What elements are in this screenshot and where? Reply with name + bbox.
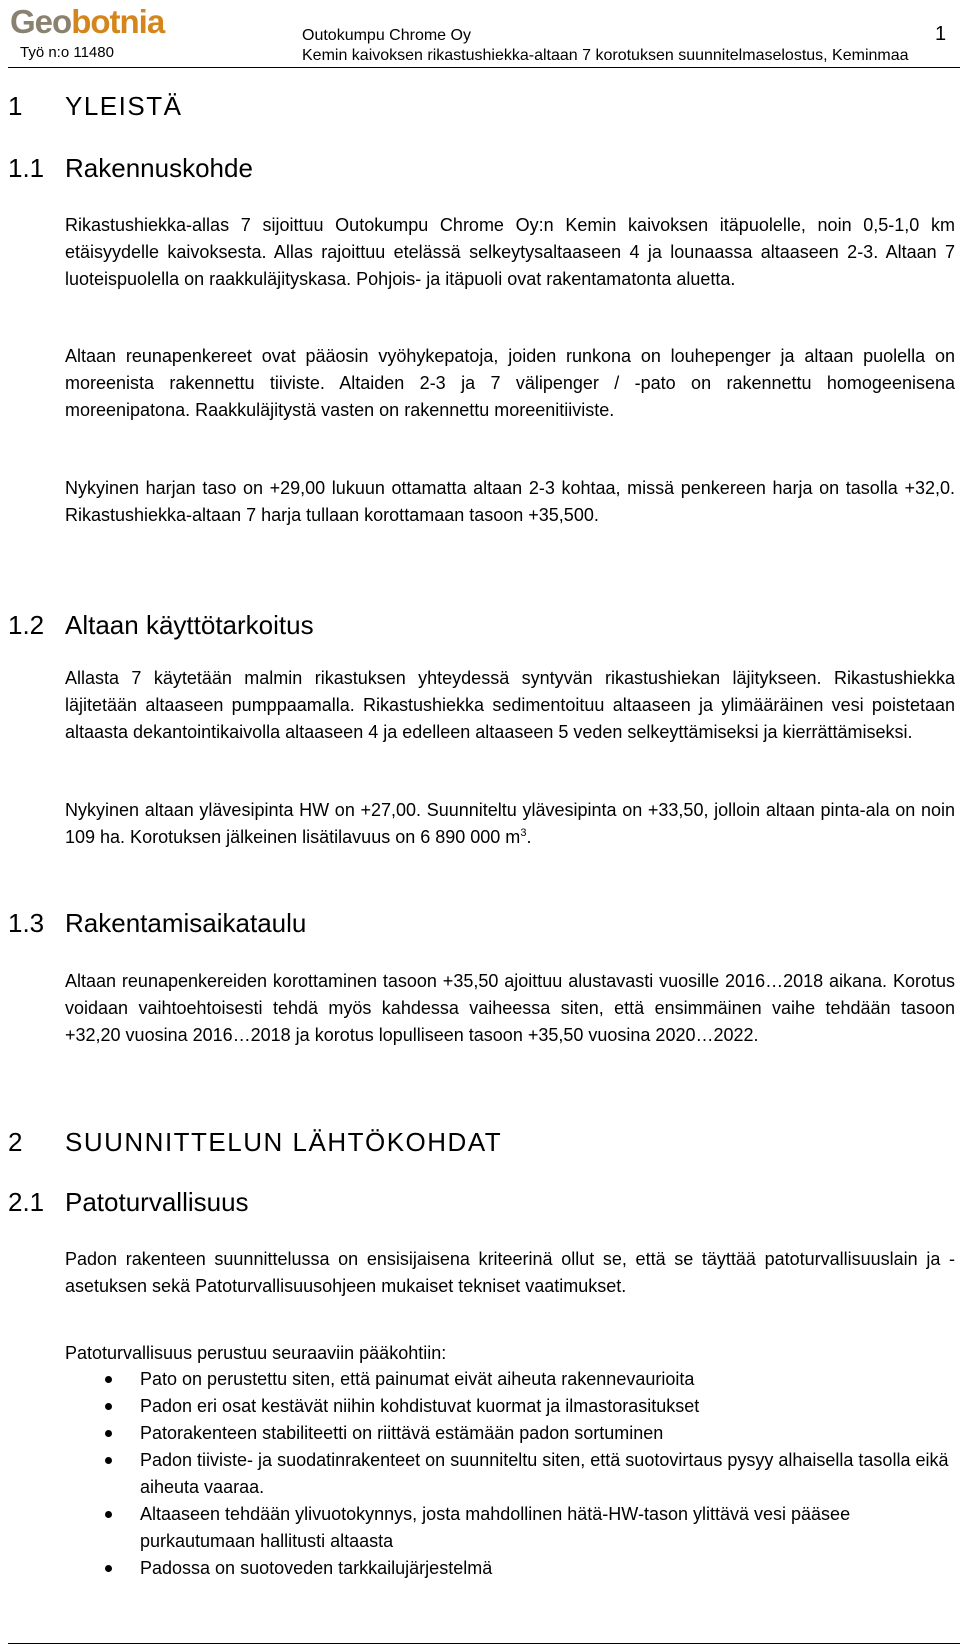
list-item: Padon eri osat kestävät niihin kohdistuvat kuormat ja ilmastorasitukset	[105, 1393, 955, 1420]
header-company: Outokumpu Chrome Oy	[302, 27, 471, 44]
bullet-icon	[105, 1565, 112, 1572]
heading-section-2: 2 SUUNNITTELUN LÄHTÖKOHDAT	[8, 1127, 503, 1157]
list-item: Pato on perustettu siten, että painumat eivät aiheuta rakennevaurioita	[105, 1366, 955, 1393]
header-divider	[8, 67, 960, 68]
header-document-title: Kemin kaivoksen rikastushiekka-altaan 7 korotuksen suunnitelmaselostus, Keminmaa	[302, 47, 909, 64]
paragraph: Nykyinen altaan ylävesipinta HW on +27,00. Suunniteltu ylävesipinta on +33,50, jolloin altaan pinta-ala on noin 109 ha. Korotuksen jälkeinen lisätilavuus on 6 890 000 $m^3$.	[65, 800, 955, 847]
job-number: Työ n:o 11480	[20, 44, 114, 61]
paragraph: Altaan reunapenkereiden korottaminen tasoon +35,50 ajoittuu alustavasti vuosille 2016…2018 aikana. Korotus voidaan vaihtoehtoisesti tehdä myös kahdessa vaiheessa siten, että ensimmäinen vaihe tehdään tasoon +32,20 vuosina 2016…2018 ja korotus lopulliseen tasoon +35,50 vuosina 2020…2022.	[65, 971, 955, 1045]
list-item: Padossa on suotoveden tarkkailujärjestelmä	[105, 1555, 955, 1582]
heading-section-1: 1 YLEISTÄ	[8, 91, 183, 121]
paragraph: Rikastushiekka-allas 7 sijoittuu Outokumpu Chrome Oy:n Kemin kaivoksen itäpuolelle, noin 0,5-1,0 km etäisyydelle kaivoksesta. Allas rajoittuu etelässä selkeytysaltaaseen 4 ja lounaassa altaaseen 2-3. Altaan 7 luoteispuolella on raakkuläjityskasa. Pohjois- ja itäpuoli ovat rakentamatonta aluetta.	[65, 215, 955, 289]
bullet-icon	[105, 1457, 112, 1464]
heading-section-1-1: 1.1 Rakennuskohde	[8, 153, 253, 183]
footer-divider	[8, 1643, 960, 1644]
paragraph: Padon rakenteen suunnittelussa on ensisijaisena kriteerinä ollut se, että se täyttää patoturvallisuuslain ja -asetuksen sekä Patoturvallisuusohjeen mukaiset tekniset vaatimukset.	[65, 1249, 955, 1296]
bullet-list	[105, 1366, 955, 1582]
heading-section-1-3: 1.3 Rakentamisaikataulu	[8, 908, 307, 938]
paragraph: Allasta 7 käytetään malmin rikastuksen yhteydessä syntyvän rikastushiekan läjitykseen. Rikastushiekka läjitetään altaaseen pumppaamalla. Rikastushiekka sedimentoituu altaaseen ja ylimääräinen vesi poistetaan altaasta dekantointikaivolla altaaseen 4 ja edelleen altaaseen 5 veden selkeyttämiseksi ja kierrättämiseksi.	[65, 668, 955, 742]
list-item: Padon tiiviste- ja suodatinrakenteet on suunniteltu siten, että suotovirtaus pysyy alhaisella tasolla eikä aiheuta vaaraa.	[105, 1447, 955, 1501]
paragraph: Altaan reunapenkereet ovat pääosin vyöhykepatoja, joiden runkona on louhepenger ja altaan puolella on moreenista rakennettu tiiviste. Altaiden 2-3 ja 7 välipenger / -pato on rakennettu homogeenisena moreenipatona. Raakkuläjitystä vasten on rakennettu moreenitiiviste.	[65, 346, 955, 420]
company-logo: Geobotnia	[10, 3, 165, 40]
paragraph: Patoturvallisuus perustuu seuraaviin pääkohtiin:	[65, 1343, 447, 1363]
page-number: 1	[935, 23, 947, 45]
bullet-icon	[105, 1376, 112, 1383]
bullet-icon	[105, 1430, 112, 1437]
bullet-icon	[105, 1403, 112, 1410]
heading-section-1-2: 1.2 Altaan käyttötarkoitus	[8, 610, 314, 640]
list-item: Altaaseen tehdään ylivuotokynnys, josta mahdollinen hätä-HW-tason ylittävä vesi pääsee purkautumaan hallitusti altaasta	[105, 1501, 955, 1555]
bullet-icon	[105, 1511, 112, 1518]
paragraph: Nykyinen harjan taso on +29,00 lukuun ottamatta altaan 2-3 kohtaa, missä penkereen harja on tasolla +32,0. Rikastushiekka-altaan 7 harja tullaan korottamaan tasoon +35,500.	[65, 478, 955, 525]
list-item: Patorakenteen stabiliteetti on riittävä estämään padon sortuminen	[105, 1420, 955, 1447]
heading-section-2-1: 2.1 Patoturvallisuus	[8, 1187, 249, 1217]
